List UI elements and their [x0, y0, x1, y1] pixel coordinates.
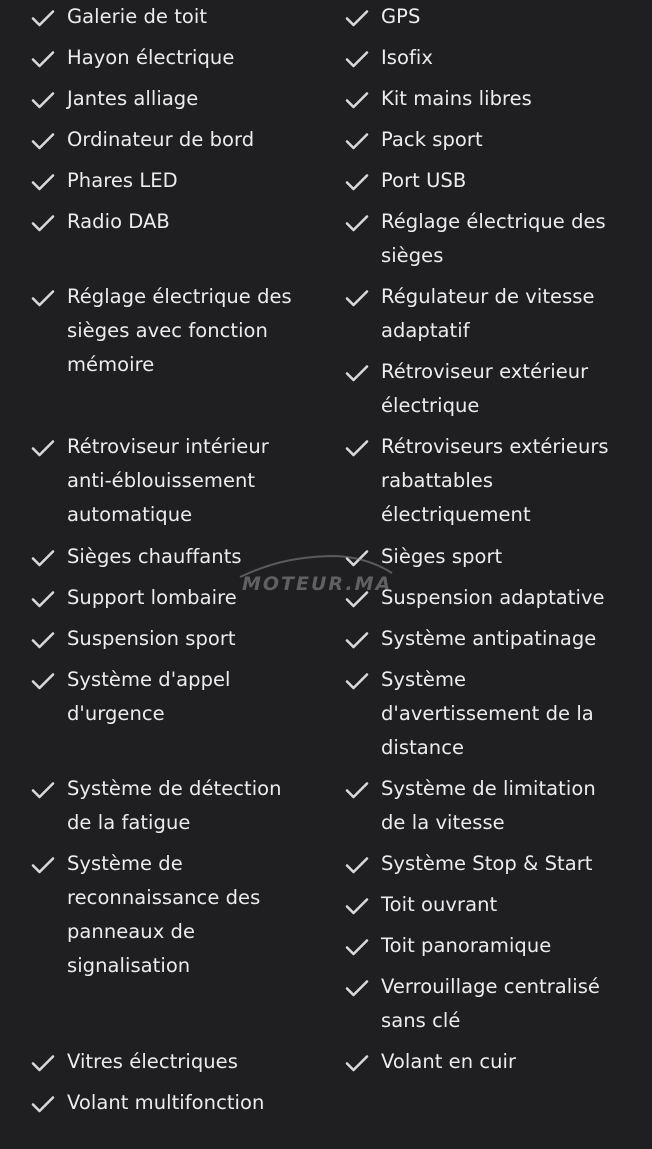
feature-row [0, 1091, 652, 1114]
feature-label [381, 1045, 516, 1079]
feature-row [0, 934, 652, 957]
check-icon [344, 90, 370, 110]
feature-label-line: électriquement [381, 503, 531, 526]
feature-label-line: Volant en cuir [381, 1050, 517, 1073]
feature-label-line: Système [381, 668, 467, 691]
feature-label [381, 888, 497, 922]
feature-label-line: Réglage électrique des [381, 210, 606, 233]
check-icon [344, 548, 370, 568]
feature-label-line: Sièges sport [381, 545, 503, 568]
feature-row [0, 210, 652, 267]
feature-label [67, 581, 237, 615]
feature-label-line: Volant multifonction [67, 1091, 265, 1114]
feature-label [67, 1045, 238, 1079]
feature-row [0, 627, 652, 650]
feature-label-line: Système de [67, 852, 183, 875]
feature-label-line: Système de limitation [381, 777, 596, 800]
feature-label-line: GPS [381, 5, 421, 28]
feature-row [0, 87, 652, 110]
feature-label [381, 622, 596, 656]
feature-label-line: adaptatif [381, 319, 470, 342]
feature-label-line: Hayon électrique [67, 46, 235, 69]
feature-label-line: Sièges chauffants [67, 545, 242, 568]
check-icon [344, 213, 370, 233]
feature-label-line: électrique [381, 394, 480, 417]
feature-label [67, 0, 207, 34]
check-icon [344, 172, 370, 192]
feature-label [67, 622, 236, 656]
feature-label-line: Rétroviseur extérieur [381, 360, 589, 383]
watermark-text: MOTEUR.MA [242, 573, 393, 595]
feature-row [0, 46, 652, 69]
feature-label-line: sans clé [381, 1009, 461, 1032]
feature-row [0, 5, 652, 28]
check-icon [344, 363, 370, 383]
check-icon [344, 896, 370, 916]
feature-label [67, 847, 260, 983]
check-icon [344, 8, 370, 28]
feature-label [381, 164, 466, 198]
check-icon [30, 1094, 56, 1114]
feature-label-line: reconnaissance des [67, 886, 261, 909]
feature-label-line: Système d'appel [67, 668, 231, 691]
check-icon [30, 780, 56, 800]
check-icon [344, 49, 370, 69]
feature-label-line: de la fatigue [67, 811, 191, 834]
feature-label [381, 581, 605, 615]
check-icon [30, 172, 56, 192]
feature-label [381, 205, 606, 273]
check-icon [30, 49, 56, 69]
feature-label-line: panneaux de [67, 920, 196, 943]
feature-label [381, 430, 609, 532]
check-icon [344, 855, 370, 875]
check-icon [30, 438, 56, 458]
feature-row [0, 169, 652, 192]
feature-label-line: Port USB [381, 169, 467, 192]
feature-label-line: Réglage électrique des [67, 285, 292, 308]
check-icon [30, 131, 56, 151]
feature-label [381, 0, 420, 34]
feature-label [381, 82, 532, 116]
feature-label-line: Système de détection [67, 777, 282, 800]
feature-label [381, 663, 594, 765]
feature-row [0, 1050, 652, 1073]
feature-label [381, 929, 551, 963]
feature-row [0, 545, 652, 568]
feature-row [0, 777, 652, 834]
feature-label-line: Régulateur de vitesse [381, 285, 595, 308]
check-icon [344, 630, 370, 650]
feature-label-line: de la vitesse [381, 811, 505, 834]
feature-label-line: Galerie de toit [67, 5, 208, 28]
feature-label [67, 280, 292, 382]
check-icon [30, 213, 56, 233]
feature-label-line: d'avertissement de la [381, 702, 594, 725]
feature-row [0, 586, 652, 609]
feature-label-line: Ordinateur de bord [67, 128, 255, 151]
feature-label-line: Toit ouvrant [381, 893, 498, 916]
feature-label [67, 430, 269, 532]
feature-label [67, 663, 231, 731]
check-icon [344, 978, 370, 998]
feature-label [67, 164, 178, 198]
feature-label [67, 540, 242, 574]
feature-label [67, 772, 282, 840]
feature-label [67, 41, 234, 75]
feature-label-line: Kit mains libres [381, 87, 532, 110]
feature-label-line: Suspension adaptative [381, 586, 605, 609]
feature-row [0, 975, 652, 1032]
feature-label [67, 82, 198, 116]
check-icon [30, 90, 56, 110]
check-icon [344, 589, 370, 609]
feature-label [381, 540, 502, 574]
feature-label-line: Rétroviseurs extérieurs [381, 435, 609, 458]
check-icon [344, 288, 370, 308]
feature-label-line: Rétroviseur intérieur [67, 435, 269, 458]
feature-label-line: signalisation [67, 954, 191, 977]
check-icon [30, 8, 56, 28]
check-icon [30, 855, 56, 875]
check-icon [344, 131, 370, 151]
check-icon [30, 1053, 56, 1073]
feature-label [381, 355, 588, 423]
feature-label-line: distance [381, 736, 465, 759]
feature-label-line: Isofix [381, 46, 433, 69]
feature-label-line: Suspension sport [67, 627, 236, 650]
feature-label-line: rabattables [381, 469, 494, 492]
check-icon [30, 288, 56, 308]
feature-label-line: d'urgence [67, 702, 165, 725]
feature-label-line: mémoire [67, 353, 155, 376]
check-icon [30, 630, 56, 650]
feature-label-line: Pack sport [381, 128, 483, 151]
check-icon [344, 937, 370, 957]
feature-label [381, 772, 596, 840]
check-icon [344, 780, 370, 800]
feature-label [381, 280, 595, 348]
feature-label-line: automatique [67, 503, 193, 526]
check-icon [30, 548, 56, 568]
feature-label-line: Système Stop & Start [381, 852, 593, 875]
feature-label [67, 123, 254, 157]
feature-label-line: Jantes alliage [67, 87, 199, 110]
feature-label-line: Système antipatinage [381, 627, 597, 650]
check-icon [30, 589, 56, 609]
check-icon [30, 671, 56, 691]
check-icon [344, 1053, 370, 1073]
feature-label-line: sièges [381, 244, 444, 267]
feature-label-line: anti-éblouissement [67, 469, 256, 492]
check-icon [344, 438, 370, 458]
feature-label-line: Support lombaire [67, 586, 237, 609]
feature-label [67, 1086, 264, 1120]
feature-label-line: Verrouillage centralisé [381, 975, 600, 998]
feature-row [0, 435, 652, 526]
feature-label-line: Vitres électriques [67, 1050, 238, 1073]
feature-label [381, 970, 600, 1038]
feature-row [0, 128, 652, 151]
feature-label-line: Toit panoramique [381, 934, 552, 957]
feature-label [381, 847, 592, 881]
check-icon [344, 671, 370, 691]
feature-label [381, 41, 433, 75]
feature-label-line: Phares LED [67, 169, 178, 192]
feature-label-line: Radio DAB [67, 210, 170, 233]
feature-label [67, 205, 170, 239]
feature-label [381, 123, 483, 157]
feature-row [0, 668, 652, 759]
feature-label-line: sièges avec fonction [67, 319, 268, 342]
